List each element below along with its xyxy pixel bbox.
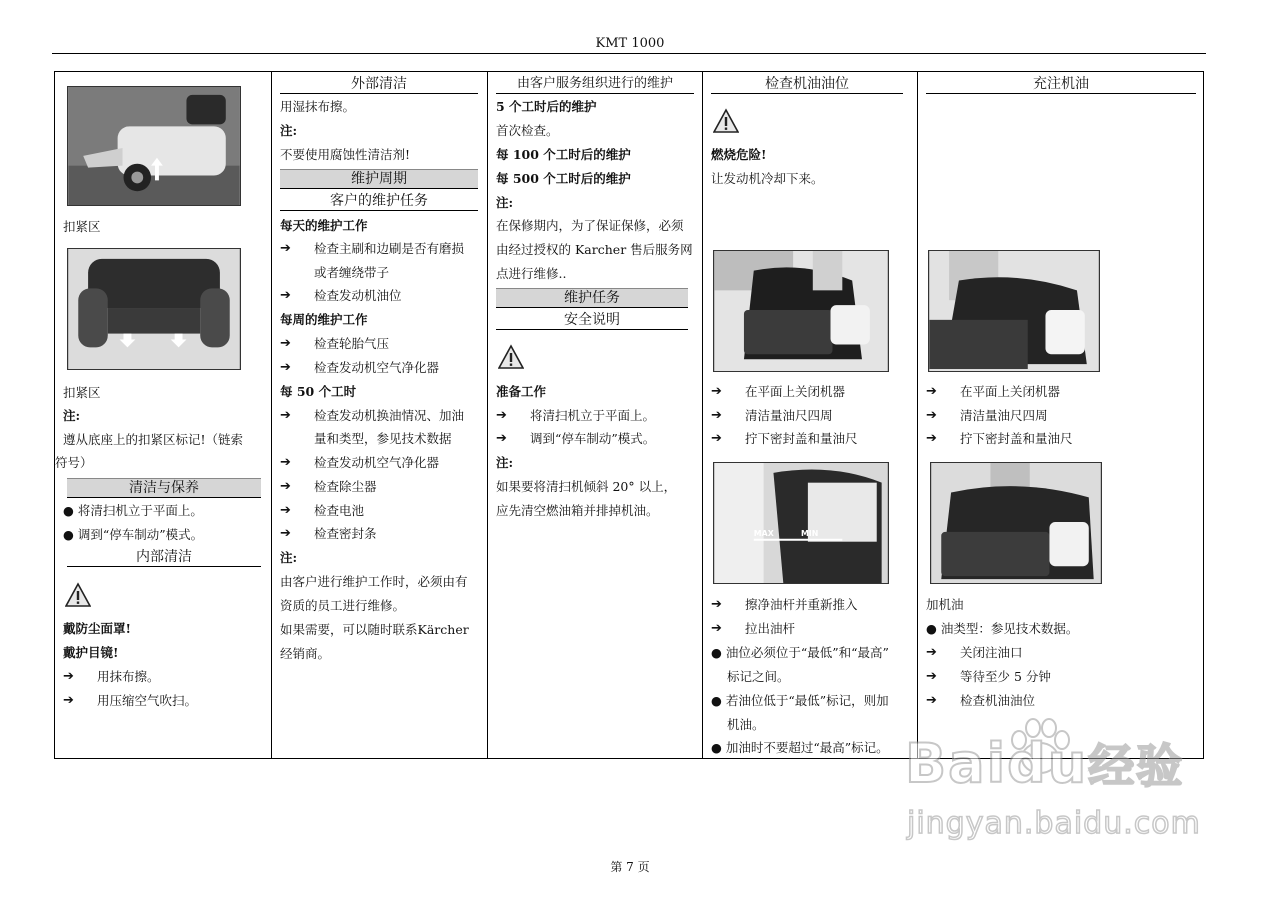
daily-heading: 每天的维护工作 xyxy=(280,218,368,233)
section-maintenance-cycle: 维护周期 xyxy=(280,169,478,189)
header-rule xyxy=(52,53,1206,54)
dipstick-photo xyxy=(713,462,889,584)
daily-item-1-cont: 或者缠绕带子 xyxy=(314,265,390,280)
cool-engine-text: 让发动机冷却下来。 xyxy=(711,171,824,186)
check-step-3: 拧下密封盖和量油尺 xyxy=(745,431,858,446)
note2-line-1: 由客户进行维护工作时，必须由有 xyxy=(280,574,468,589)
caption-fastening-area-1: 扣紧区 xyxy=(63,219,101,234)
column-3 xyxy=(487,72,702,758)
arrow-icon: ➔ xyxy=(280,408,291,423)
note2-line-3: 如果需要，可以随时联系Kärcher xyxy=(280,622,469,637)
arrow-icon: ➔ xyxy=(280,526,291,541)
check-step-5: 拉出油杆 xyxy=(745,621,796,636)
arrow-icon: ➔ xyxy=(711,431,722,446)
daily-item-2: 检查发动机油位 xyxy=(314,288,402,303)
warranty-note-line-2: 由经过授权的 Karcher 售后服务网 xyxy=(496,242,693,257)
fill-step-6: 检查机油油位 xyxy=(960,693,1036,708)
bullet-oil-range-cont: 标记之间。 xyxy=(727,669,790,684)
weekly-item-1: 检查轮胎气压 xyxy=(314,336,390,351)
arrow-icon: ➔ xyxy=(280,455,291,470)
note-text-line-1: 遵从底座上的扣紧区标记!（链索 xyxy=(63,432,244,447)
check-step-4: 擦净油杆并重新推入 xyxy=(745,597,858,612)
arrow-icon: ➔ xyxy=(926,408,937,423)
arrow-icon: ➔ xyxy=(280,360,291,375)
page-number: 第 7 页 xyxy=(610,860,650,874)
preparation-heading: 准备工作 xyxy=(496,384,547,399)
arrow-icon: ➔ xyxy=(280,241,291,256)
watermark-url: jingyan.baidu.com xyxy=(907,806,1201,841)
note-label: 注: xyxy=(496,195,514,210)
watermark-logo-a: Bai xyxy=(905,732,1008,795)
bullet-low-oil-cont: 机油。 xyxy=(727,717,765,732)
document-title: KMT 1000 xyxy=(595,36,665,51)
every50-suffix: 个工时 xyxy=(314,384,357,399)
weekly-heading: 每周的维护工作 xyxy=(280,312,368,327)
section-customer-tasks: 客户的维护任务 xyxy=(280,192,478,211)
fill-step-4: 关闭注油口 xyxy=(960,645,1023,660)
bullet-level-surface: ● 将清扫机立于平面上。 xyxy=(63,503,203,518)
first-inspection-text: 首次检查。 xyxy=(496,123,559,138)
sweeper-rear-photo xyxy=(67,248,241,370)
section-fill-oil: 充注机油 xyxy=(926,75,1196,94)
after-5-hours-heading: 5 个工时后的维护 xyxy=(496,99,597,114)
arrow-icon: ➔ xyxy=(63,669,74,684)
bullet-no-overfill: ● 加油时不要超过“最高”标记。 xyxy=(711,740,889,755)
step-wipe-cloth: 用抹布擦。 xyxy=(97,669,160,684)
arrow-icon: ➔ xyxy=(280,288,291,303)
content-table xyxy=(54,71,1204,759)
caption-fastening-area-2: 扣紧区 xyxy=(63,385,101,400)
note-text-line-2: 符号） xyxy=(55,455,93,470)
h50-item-4: 检查电池 xyxy=(314,503,365,518)
h50-item-3: 检查除尘器 xyxy=(314,479,377,494)
arrow-icon: ➔ xyxy=(496,431,507,446)
h50-item-1-cont: 量和类型，参见技术数据 xyxy=(314,431,452,446)
every50-prefix: 每 xyxy=(280,384,297,399)
section-safety-instructions: 安全说明 xyxy=(496,311,688,330)
exterior-cleaning-text: 用湿抹布擦。 xyxy=(280,99,356,114)
oil-fill-photo-1 xyxy=(928,250,1100,372)
every-500-hours-heading: 每 500 个工时后的维护 xyxy=(496,171,631,186)
section-maintenance-tasks: 维护任务 xyxy=(496,288,688,308)
arrow-icon: ➔ xyxy=(926,693,937,708)
note2-line-4: 经销商。 xyxy=(280,646,331,661)
section-check-oil-level: 检查机油油位 xyxy=(711,75,903,94)
add-oil-heading: 加机油 xyxy=(926,597,964,612)
arrow-icon: ➔ xyxy=(926,669,937,684)
watermark-logo-b: du xyxy=(1007,732,1089,795)
baidu-watermark xyxy=(905,718,1205,858)
arrow-icon: ➔ xyxy=(711,408,722,423)
section-service-organization: 由客户服务组织进行的维护 xyxy=(496,75,694,94)
h50-item-5: 检查密封条 xyxy=(314,526,377,541)
bullet-oil-range: ● 油位必须位于“最低”和“最高” xyxy=(711,645,889,660)
warning-goggles: 戴护目镜! xyxy=(63,645,119,660)
warning-triangle-icon xyxy=(498,344,524,370)
check-step-1: 在平面上关闭机器 xyxy=(745,384,846,399)
min-label: MIN xyxy=(801,528,819,538)
oil-fill-photo-2 xyxy=(930,462,1102,584)
h50-item-2: 检查发动机空气净化器 xyxy=(314,455,440,470)
burn-danger-warning: 燃烧危险! xyxy=(711,147,767,162)
arrow-icon: ➔ xyxy=(280,503,291,518)
fill-step-1: 在平面上关闭机器 xyxy=(960,384,1061,399)
tilt-note-line-1: 如果要将清扫机倾斜 20° 以上， xyxy=(496,479,677,494)
prep-step-1: 将清扫机立于平面上。 xyxy=(530,408,656,423)
arrow-icon: ➔ xyxy=(280,336,291,351)
step-compressed-air: 用压缩空气吹扫。 xyxy=(97,693,198,708)
note-no-corrosive: 不要使用腐蚀性清洁剂! xyxy=(280,147,411,162)
column-5 xyxy=(917,72,1203,758)
engine-cover-photo xyxy=(713,250,889,372)
prep-step-2: 调到“停车制动”模式。 xyxy=(530,431,656,446)
bullet-low-oil: ● 若油位低于“最低”标记，则加 xyxy=(711,693,889,708)
arrow-icon: ➔ xyxy=(711,597,722,612)
warning-dust-mask: 戴防尘面罩! xyxy=(63,621,131,636)
section-cleaning-maintenance: 清洁与保养 xyxy=(67,478,261,498)
fill-step-2: 清洁量油尺四周 xyxy=(960,408,1048,423)
note-label: 注: xyxy=(280,123,298,138)
warranty-note-line-3: 点进行维修.. xyxy=(496,266,567,281)
daily-item-1: 检查主刷和边刷是否有磨损 xyxy=(314,241,465,256)
note2-line-2: 资质的员工进行维修。 xyxy=(280,598,406,613)
warning-triangle-icon xyxy=(713,108,739,134)
warranty-note-line-1: 在保修期内，为了保证保修，必须 xyxy=(496,218,684,233)
arrow-icon: ➔ xyxy=(926,645,937,660)
bullet-parking-brake: ● 调到“停车制动”模式。 xyxy=(63,527,204,542)
section-exterior-cleaning: 外部清洁 xyxy=(280,75,478,94)
check-step-2: 清洁量油尺四周 xyxy=(745,408,833,423)
arrow-icon: ➔ xyxy=(63,693,74,708)
fill-step-5: 等待至少 5 分钟 xyxy=(960,669,1051,684)
arrow-icon: ➔ xyxy=(711,621,722,636)
watermark-logo xyxy=(905,730,1184,796)
arrow-icon: ➔ xyxy=(496,408,507,423)
column-4 xyxy=(702,72,917,758)
weekly-item-2: 检查发动机空气净化器 xyxy=(314,360,440,375)
every-100-hours-heading: 每 100 个工时后的维护 xyxy=(496,147,631,162)
every-50-hours-heading xyxy=(280,381,479,403)
arrow-icon: ➔ xyxy=(711,384,722,399)
note-label: 注: xyxy=(280,550,298,565)
arrow-icon: ➔ xyxy=(926,384,937,399)
arrow-icon: ➔ xyxy=(280,479,291,494)
column-2 xyxy=(271,72,487,758)
arrow-icon: ➔ xyxy=(926,431,937,446)
tilt-note-line-2: 应先清空燃油箱并排掉机油。 xyxy=(496,503,659,518)
column-1 xyxy=(55,72,271,758)
note-label: 注: xyxy=(496,455,514,470)
sweeper-side-photo xyxy=(67,86,241,206)
section-interior-cleaning: 内部清洁 xyxy=(67,548,261,567)
h50-item-1: 检查发动机换油情况、加油 xyxy=(314,408,465,423)
watermark-logo-c: 经验 xyxy=(1088,739,1185,793)
bullet-oil-type: ● 油类型：参见技术数据。 xyxy=(926,621,1079,636)
max-label: MAX xyxy=(753,528,774,538)
warning-triangle-icon xyxy=(65,582,91,608)
every50-number: 50 xyxy=(296,384,315,399)
fill-step-3: 拧下密封盖和量油尺 xyxy=(960,431,1073,446)
note-label: 注: xyxy=(63,408,81,423)
